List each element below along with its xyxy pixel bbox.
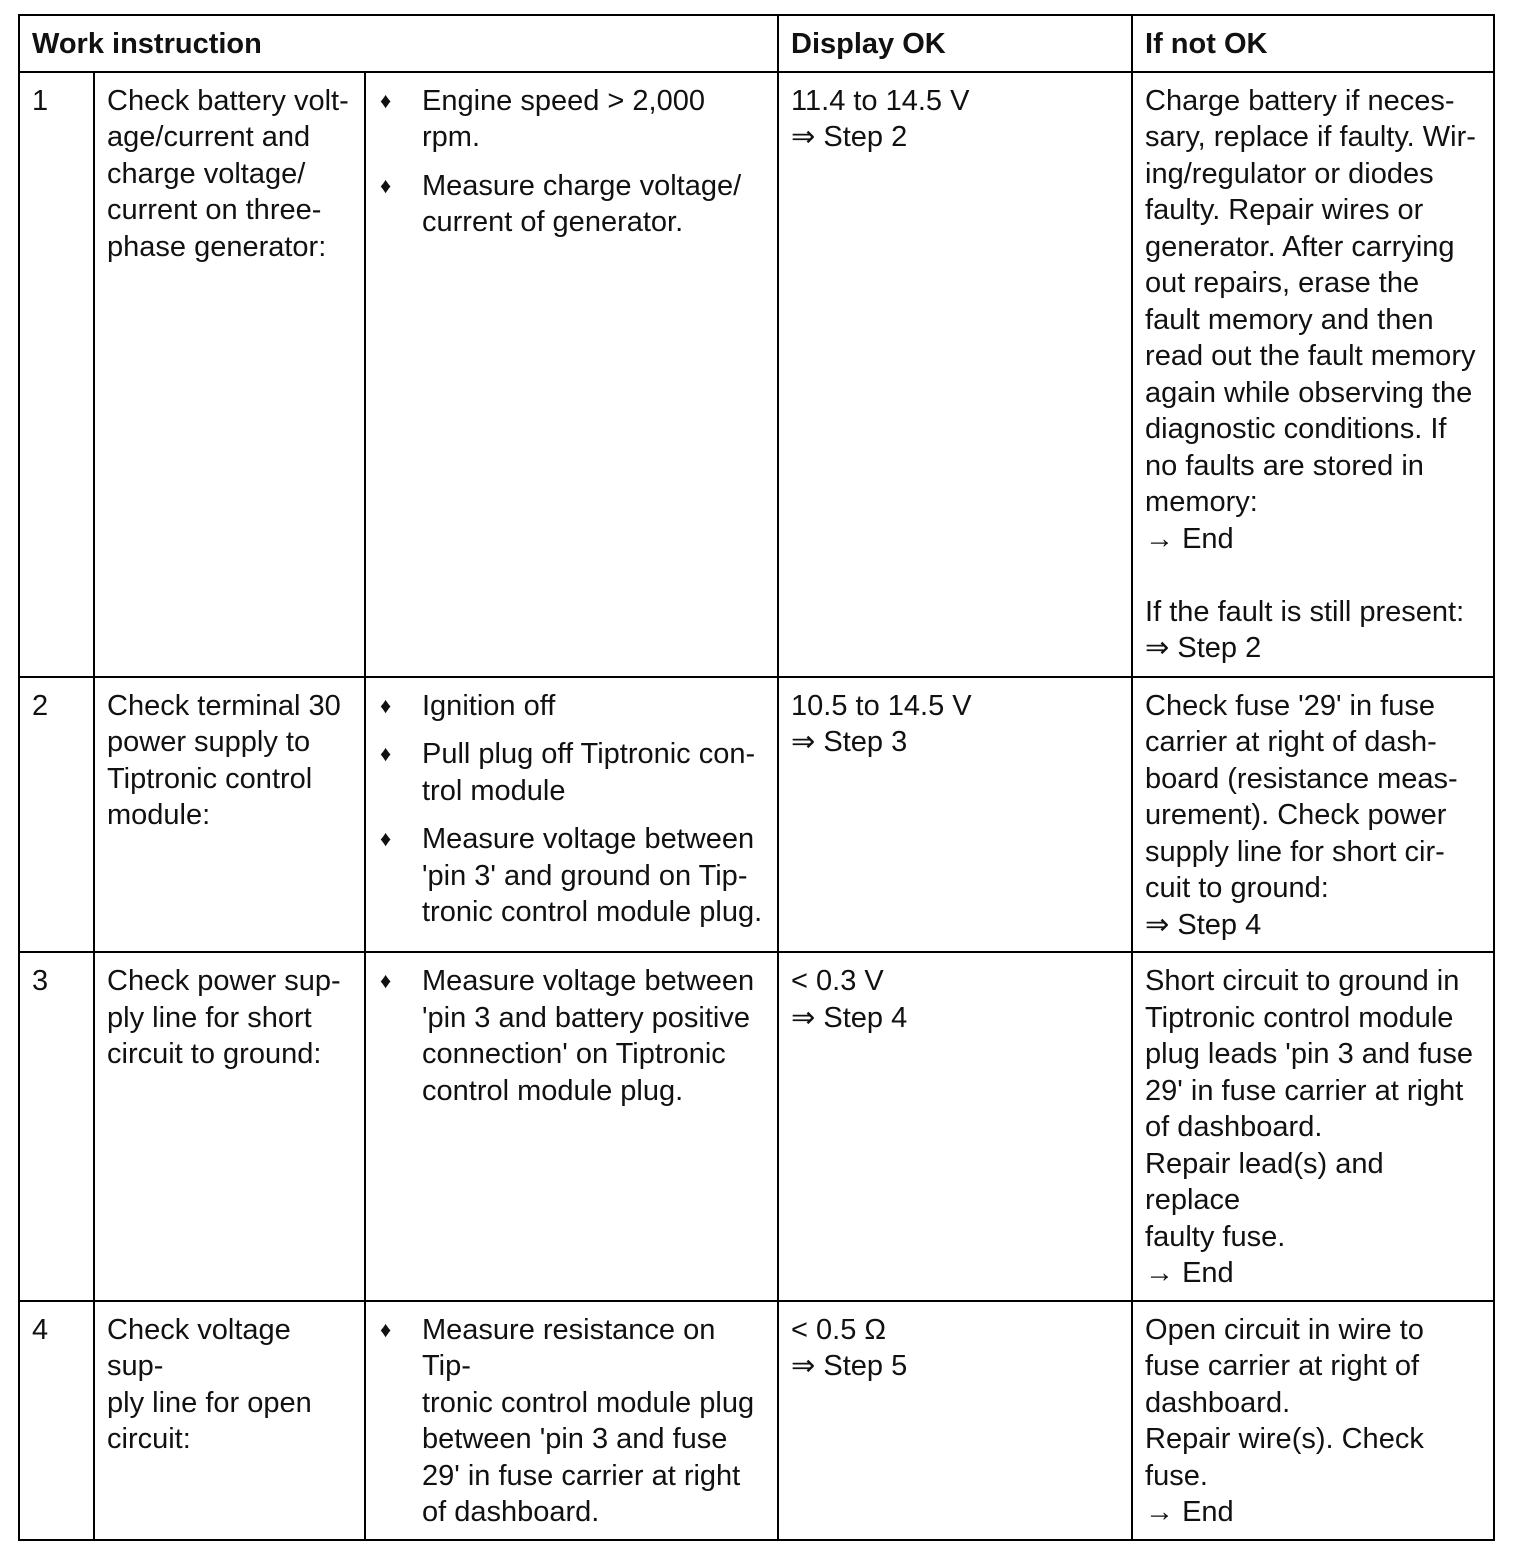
- display-ok-cell: [778, 1301, 1132, 1540]
- procedure-text: Pull plug off Tiptronic con- trol module: [422, 738, 756, 807]
- procedure-list: [378, 83, 765, 241]
- list-item: [378, 168, 765, 241]
- procedure-text: Measure charge voltage/ current of generator.: [422, 169, 742, 238]
- if-not-ok-text: Short circuit to ground in Tiptronic control module plug leads 'pin 3 and fuse 29' in fuse carrier at right of dashboard.: [1145, 965, 1474, 1143]
- if-not-ok-text: → End: [1145, 1257, 1234, 1289]
- step-procedure: [365, 677, 778, 953]
- if-not-ok-text: Check fuse '29' in fuse carrier at right of dash- board (resistance meas- urement). Check power supply line for short cir- cuit to ground:: [1145, 689, 1458, 904]
- table-row: [19, 72, 1494, 677]
- procedure-text: Measure resistance on Tip- tronic control module plug between 'pin 3 and fuse 29' in fuse carrier at right of dashboard.: [422, 1313, 755, 1528]
- step-procedure: [365, 1301, 778, 1540]
- procedure-list: [378, 688, 765, 931]
- step-number: 3: [19, 952, 94, 1301]
- list-item: [378, 821, 765, 931]
- if-not-ok-cell: [1132, 952, 1494, 1301]
- diamond-bullet-icon: ♦: [380, 1316, 392, 1342]
- procedure-text: Measure voltage between 'pin 3 and battery positive connection' on Tiptronic control module plug.: [422, 965, 755, 1107]
- procedure-text: Measure voltage between 'pin 3' and ground on Tip- tronic control module plug.: [422, 823, 763, 928]
- table-row: [19, 952, 1494, 1301]
- header-work-instruction: Work instruction: [19, 15, 778, 72]
- list-item: [378, 963, 765, 1109]
- paragraph-gap: [1145, 557, 1481, 594]
- diamond-bullet-icon: ♦: [380, 692, 392, 718]
- step-procedure: [365, 72, 778, 677]
- display-ok-cell: [778, 952, 1132, 1301]
- diamond-bullet-icon: ♦: [380, 968, 392, 993]
- work-instruction-table: [18, 14, 1495, 1541]
- step-procedure: [365, 952, 778, 1301]
- procedure-text: Ignition off: [422, 689, 556, 722]
- step-task: Check power sup- ply line for short circuit to ground:: [94, 952, 365, 1301]
- if-not-ok-cell: [1132, 677, 1494, 953]
- if-not-ok-text: → End: [1145, 1496, 1234, 1528]
- list-item: [378, 1312, 765, 1531]
- header-if-not-ok: If not OK: [1132, 15, 1494, 72]
- work-instruction-document: [18, 14, 1493, 1541]
- procedure-list: [378, 963, 765, 1109]
- diamond-bullet-icon: ♦: [380, 741, 392, 766]
- display-ok-text: < 0.5 Ω: [791, 1313, 887, 1346]
- display-ok-text: ⇒ Step 2: [791, 121, 908, 153]
- step-number: 1: [19, 72, 94, 677]
- step-number: 4: [19, 1301, 94, 1540]
- display-ok-text: ⇒ Step 5: [791, 1350, 908, 1382]
- table-header-row: [19, 15, 1494, 72]
- procedure-list: [378, 1312, 765, 1531]
- display-ok-cell: [778, 72, 1132, 677]
- display-ok-text: < 0.3 V: [791, 965, 884, 997]
- table-row: [19, 677, 1494, 953]
- table-body: [19, 72, 1494, 1540]
- list-item: [378, 736, 765, 809]
- diamond-bullet-icon: ♦: [380, 826, 392, 851]
- if-not-ok-text: ⇒ Step 4: [1145, 908, 1262, 941]
- step-number: 2: [19, 677, 94, 953]
- if-not-ok-text: Repair lead(s) and replace faulty fuse.: [1145, 1147, 1384, 1253]
- step-task: Check battery volt- age/current and charge voltage/ current on three- phase generator:: [94, 72, 365, 677]
- display-ok-cell: [778, 677, 1132, 953]
- step-task: Check voltage sup- ply line for open circuit:: [94, 1301, 365, 1540]
- display-ok-text: ⇒ Step 4: [791, 1001, 908, 1034]
- if-not-ok-text: Open circuit in wire to fuse carrier at right of dashboard.: [1145, 1313, 1424, 1419]
- display-ok-text: ⇒ Step 3: [791, 726, 908, 758]
- if-not-ok-cell: [1132, 72, 1494, 677]
- diamond-bullet-icon: ♦: [380, 87, 392, 113]
- display-ok-text: 11.4 to 14.5 V: [791, 84, 970, 117]
- if-not-ok-cell: [1132, 1301, 1494, 1540]
- header-display-ok: Display OK: [778, 15, 1132, 72]
- if-not-ok-text: → End: [1145, 522, 1234, 555]
- display-ok-text: 10.5 to 14.5 V: [791, 689, 972, 722]
- list-item: [378, 83, 765, 156]
- list-item: [378, 688, 765, 725]
- if-not-ok-text: ⇒ Step 2: [1145, 632, 1262, 664]
- table-row: [19, 1301, 1494, 1540]
- step-task: Check terminal 30 power supply to Tiptronic control module:: [94, 677, 365, 953]
- if-not-ok-text: If the fault is still present:: [1145, 595, 1465, 628]
- if-not-ok-text: Repair wire(s). Check fuse.: [1145, 1423, 1424, 1492]
- if-not-ok-text: Charge battery if neces- sary, replace if faulty. Wir- ing/regulator or diodes faulty. Repair wires or generator. After carrying out repairs, erase the fault memory and then read out the fault memory again while observing the diagnostic conditions. If no faults are stored in memory:: [1145, 84, 1476, 518]
- procedure-text: Engine speed > 2,000 rpm.: [422, 84, 705, 153]
- diamond-bullet-icon: ♦: [380, 172, 392, 198]
